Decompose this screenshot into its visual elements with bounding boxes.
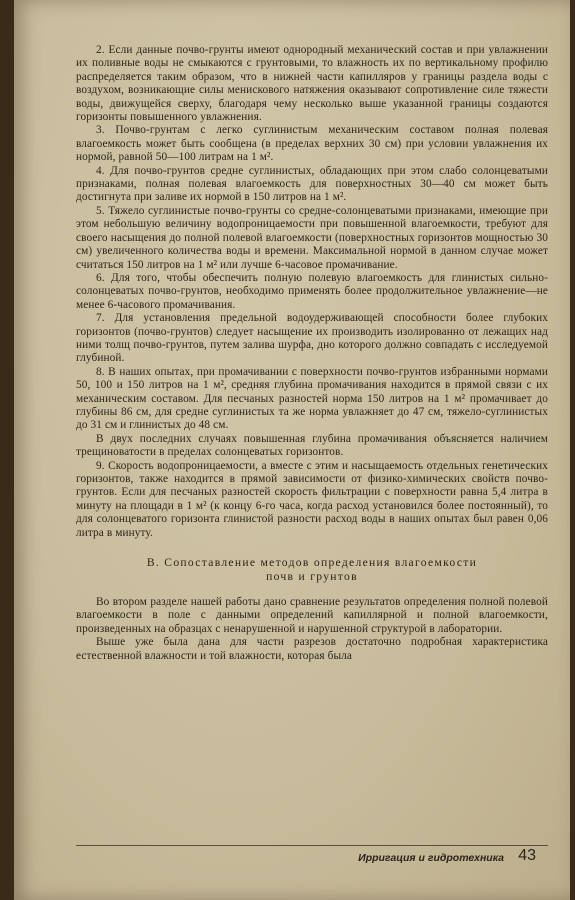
page-body [76, 44, 548, 663]
section-heading [76, 556, 548, 584]
paragraph-section-b-2: Выше уже была дана для части разрезов достаточно подробная характеристика естественной влажности и той влажности, которая была [76, 636, 548, 662]
page-footer [14, 845, 548, 865]
section-heading-line2: почв и грунтов [266, 570, 358, 584]
page-number: 43 [518, 847, 536, 864]
paragraph-2: 2. Если данные почво-грунты имеют однородный механический состав и при увлажнении их поливные воды не смыкаются с грунтовыми, то влажность их по вертикальному профилю распределяется таким образом, что в нижней части капилляров у границы раздела воды с воздухом, возникающие силы менискового натяжения оказывают сопротивление силе тяжести воды, движущейся сверху, благодаря чему несколько выше указанной границы создаются горизонты повышенного увлажнения. [76, 44, 548, 124]
section-heading-line1: В. Сопоставление методов определения влагоемкости [146, 556, 478, 570]
paragraph-6: 6. Для того, чтобы обеспечить полную полевую влагоемкость для глинистых сильно-солонцеватых почво-грунтов, необходимо применять более продолжительное увлажнение—не менее 6-часового промачивания. [76, 271, 548, 311]
paragraph-4: 4. Для почво-грунтов средне суглинистых, обладающих при этом слабо солонцеватыми признаками, полная полевая влагоемкость для поверхностных 30—40 см может быть достигнута при заливе их нормой в 150 литров на 1 м². [76, 164, 548, 204]
journal-title: Ирригация и гидротехника [358, 852, 504, 864]
paragraph-section-b-1: Во втором разделе нашей работы дано сравнение результатов определения полной полевой влагоемкости в поле с данными определений капиллярной и полной влагоемкости, произведенных на образцах с ненарушенной и нарушенной структурой в лаборатории. [76, 596, 548, 635]
paragraph-7: 7. Для установления предельной водоудерживающей способности более глубоких горизонтов (почво-грунтов) следует насыщение их производить изолированно от лежащих над ними толщ почво-грунтов, путем залива шурфа, дно которого должно совпадать с исследуемой глубиной. [76, 312, 548, 365]
paragraph-5: 5. Тяжело суглинистые почво-грунты со средне-солонцеватыми признаками, имеющие при этом небольшую величину водопроницаемости при повышенной влагоемкости, требуют для своего насыщения до полной полевой влагоемкости (поверхностных горизонтов мощностью 30 см) увеличенного количества воды и времени. Максимальной нормой в данном случае может считаться 150 литров на 1 м² или лучше 6-часовое промачивание. [76, 204, 548, 271]
paragraph-8-continued: В двух последних случаях повышенная глубина промачивания объясняется наличием трещиноватости в пределах солонцеватых горизонтов. [76, 432, 548, 459]
paragraph-9: 9. Скорость водопроницаемости, а вместе с этим и насыщаемость отдельных генетических горизонтов, также находится в прямой зависимости от физико-химических свойств почво-грунтов. Если для песчаных разностей скорость фильтрации с поверхности равна 5,4 литра в минуту на площади в 1 м² (к концу 6-го часа, когда расход установился более постоянный), то для солонцеватого горизонта глинистой разности расход воды в наших опытах был равен 0,06 литра в минуту. [76, 459, 548, 539]
book-page [14, 0, 570, 900]
paragraph-3: 3. Почво-грунтам с легко суглинистым механическим составом полная полевая влагоемкость может быть сообщена (в пределах верхних 30 см) при условии увлажнения их нормой, равной 50—100 литрам на 1 м². [76, 124, 548, 164]
paragraph-8: 8. В наших опытах, при промачивании с поверхности почво-грунтов избранными нормами 50, 100 и 150 литров на 1 м², средняя глубина промачивания находится в прямой связи с их механическим составом. Для песчаных разностей норма 150 литров на 1 м² промачивает до глубины 86 см, для средне суглинистых та же норма увлажняет до 47 см, тяжело-суглинистых до 31 см и глинистых до 48 см. [76, 365, 548, 432]
footer-rule [76, 845, 548, 846]
